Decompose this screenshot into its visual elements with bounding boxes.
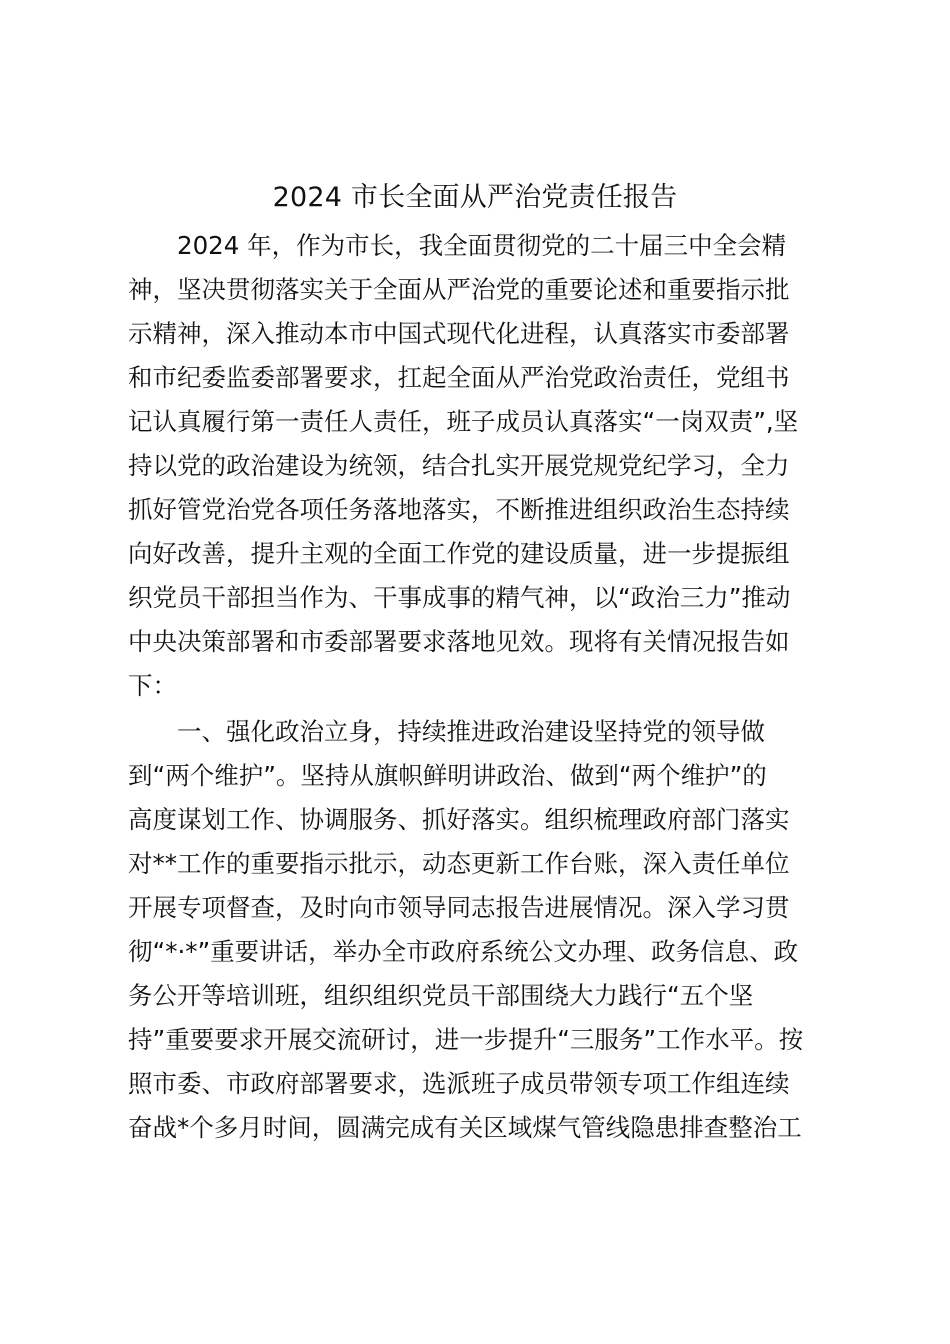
paragraph-line: 抓好管党治党各项任务落地落实，不断推进组织政治生态持续 (128, 495, 790, 524)
paragraph-intro (128, 224, 838, 708)
paragraph-line: 记认真履行第一责任人责任，班子成员认真落实“一岗双责”,坚 (128, 407, 799, 436)
paragraph-line: 神，坚决贯彻落实关于全面从严治党的重要论述和重要指示批 (128, 275, 790, 304)
paragraph-line: 到“两个维护”。坚持从旗帜鲜明讲政治、做到“两个维护”的 (128, 761, 767, 790)
paragraph-line: 务公开等培训班，组织组织党员干部围绕大力践行“五个坚 (128, 981, 754, 1010)
paragraph-line: 向好改善，提升主观的全面工作党的建设质量，进一步提振组 (128, 539, 790, 568)
paragraph-line: 彻“*·*”重要讲话，举办全市政府系统公文办理、政务信息、政 (128, 937, 799, 966)
paragraph-line: 奋战*个多月时间，圆满完成有关区域煤气管线隐患排查整治工 (128, 1113, 802, 1142)
paragraph-section-one (128, 710, 838, 1150)
paragraph-line: 中央决策部署和市委部署要求落地见效。现将有关情况报告如 (128, 627, 790, 656)
paragraph-line: 对**工作的重要指示批示，动态更新工作台账，深入责任单位 (128, 849, 790, 878)
paragraph-line: 下： (128, 671, 177, 700)
paragraph-line: 高度谋划工作、协调服务、抓好落实。组织梳理政府部门落实 (128, 805, 790, 834)
paragraph-line: 持以党的政治建设为统领，结合扎实开展党规党纪学习，全力 (128, 451, 790, 480)
paragraph-line: 和市纪委监委部署要求，扛起全面从严治党政治责任，党组书 (128, 363, 790, 392)
paragraph-line: 2024 年，作为市长，我全面贯彻党的二十届三中全会精 (177, 231, 787, 260)
document-title: 2024 市长全面从严治党责任报告 (272, 182, 678, 213)
paragraph-line: 照市委、市政府部署要求，选派班子成员带领专项工作组连续 (128, 1069, 790, 1098)
paragraph-line: 开展专项督查，及时向市领导同志报告进展情况。深入学习贯 (128, 893, 790, 922)
paragraph-line: 一、强化政治立身，持续推进政治建设坚持党的领导做 (177, 717, 765, 746)
document-body (128, 224, 838, 1150)
paragraph-line: 示精神，深入推动本市中国式现代化进程，认真落实市委部署 (128, 319, 790, 348)
paragraph-line: 持”重要要求开展交流研讨，进一步提升“三服务”工作水平。按 (128, 1025, 804, 1054)
paragraph-line: 织党员干部担当作为、干事成事的精气神，以“政治三力”推动 (128, 583, 791, 612)
